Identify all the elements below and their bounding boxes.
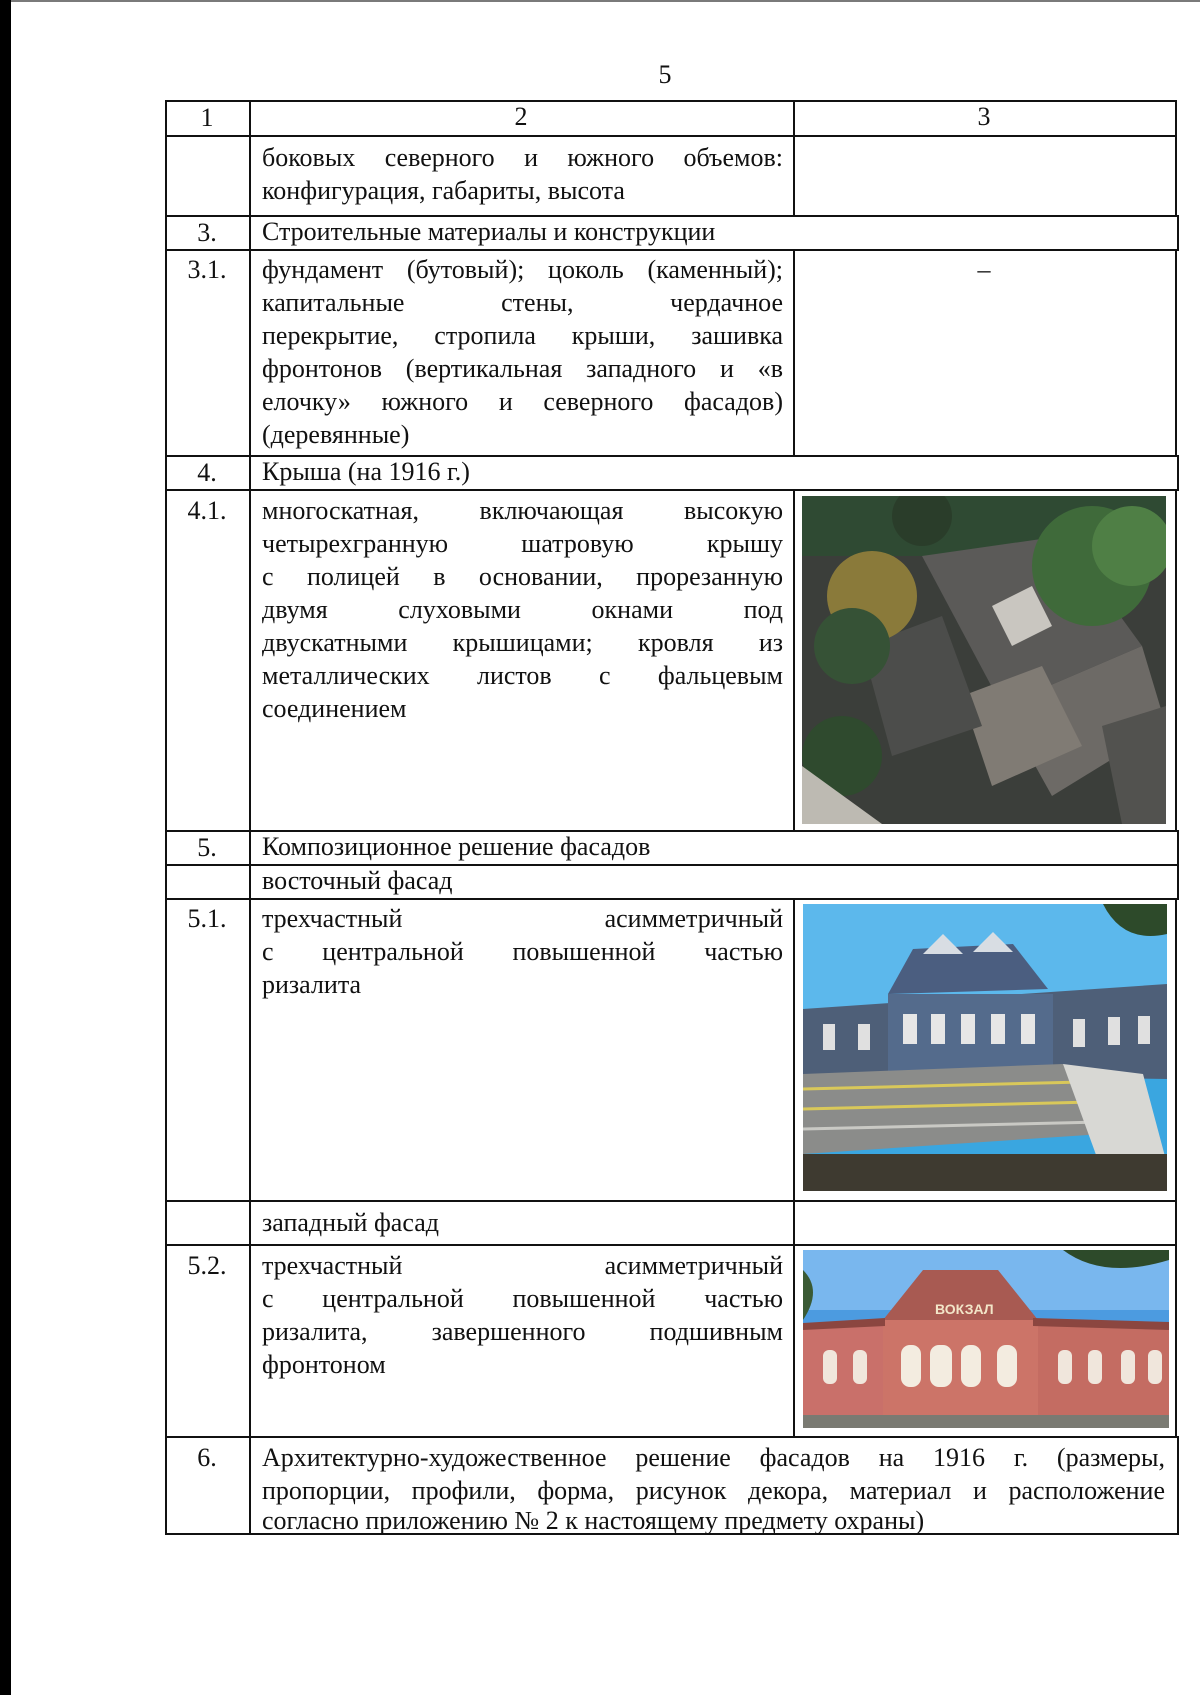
subsection-label: восточный фасад [262, 866, 453, 895]
cell-text-line: с центральной повышенной частью [262, 1284, 783, 1313]
table-rule [165, 100, 167, 1534]
empty-cell-dash: – [977, 255, 991, 284]
section-title: Крыша (на 1916 г.) [262, 457, 470, 486]
table-rule [1177, 1436, 1179, 1534]
cell-text-line: трехчастный асимметричный [262, 904, 783, 933]
table-rule [793, 898, 795, 1436]
scan-edge-top [0, 0, 1200, 2]
cell-text-line: двускатными крышицами; кровля из [262, 628, 783, 657]
cell-text-line: ризалита [262, 970, 362, 999]
cell-text-line: фронтоном [262, 1350, 386, 1379]
cell-text-line: Архитектурно-художественное решение фасадов на 1916 г. (размеры, [262, 1443, 1165, 1472]
cell-text-line: перекрытие, стропила крыши, зашивка [262, 321, 783, 350]
row-number: 4. [197, 458, 217, 487]
row-number: 5.1. [187, 904, 227, 933]
table-rule [165, 898, 1179, 900]
cell-text-line: елочку» южного и северного фасадов) [262, 387, 783, 416]
west-facade-photo [803, 1250, 1169, 1428]
cell-text-line: трехчастный асимметричный [262, 1251, 783, 1280]
page-number: 5 [658, 60, 672, 89]
table-rule [165, 1244, 1177, 1246]
cell-text-line: конфигурация, габариты, высота [262, 176, 625, 205]
cell-text-line: фундамент (бутовый); цоколь (каменный); [262, 255, 783, 284]
row-number: 5. [197, 833, 217, 862]
section-title: Строительные материалы и конструкции [262, 217, 716, 246]
section-title: Композиционное решение фасадов [262, 832, 651, 861]
station-sign: ВОКЗАЛ [935, 1301, 994, 1317]
table-rule [1177, 215, 1179, 249]
row-number: 3.1. [187, 255, 227, 284]
heritage-table [165, 100, 1177, 1534]
cell-text-line: двумя слуховыми окнами под [262, 595, 783, 624]
table-rule [1175, 489, 1177, 830]
cell-text-line: (деревянные) [262, 420, 410, 449]
table-rule [1177, 455, 1179, 489]
table-rule [1177, 830, 1179, 898]
table-rule [165, 489, 1179, 491]
table-rule [1175, 100, 1177, 215]
column-header: 2 [514, 102, 528, 131]
row-number: 4.1. [187, 496, 227, 525]
row-number: 6. [197, 1443, 217, 1472]
table-rule [249, 100, 251, 1534]
east-facade-photo [803, 904, 1167, 1191]
table-rule [165, 1436, 1177, 1438]
cell-text-line: соединением [262, 694, 407, 723]
cell-text-line: боковых северного и южного объемов: [262, 143, 783, 172]
cell-text-line: ризалита, завершенного подшивным [262, 1317, 783, 1346]
table-rule [793, 489, 795, 830]
cell-text-line: согласно приложению № 2 к настоящему предмету охраны) [262, 1506, 925, 1535]
aerial-roof-photo [802, 496, 1166, 824]
cell-text-line: четырехгранную шатровую крышу [262, 529, 783, 558]
cell-text-line: пропорции, профили, форма, рисунок декора, материал и расположение [262, 1476, 1165, 1505]
cell-text-line: фронтонов (вертикальная западного и «в [262, 354, 783, 383]
row-number: 5.2. [187, 1251, 227, 1280]
table-rule [165, 135, 1177, 137]
cell-text-line: с центральной повышенной частью [262, 937, 783, 966]
subsection-label: западный фасад [262, 1208, 439, 1237]
table-rule [1175, 249, 1177, 455]
table-rule [1175, 898, 1177, 1436]
row-number: 3. [197, 218, 217, 247]
cell-text-line: многоскатная, включающая высокую [262, 496, 783, 525]
cell-text-line: капитальные стены, чердачное [262, 288, 783, 317]
column-header: 1 [200, 103, 214, 132]
table-rule [165, 1200, 1177, 1202]
cell-text-line: металлических листов с фальцевым [262, 661, 783, 690]
cell-text-line: с полицей в основании, прорезанную [262, 562, 783, 591]
table-rule [165, 249, 1179, 251]
column-header: 3 [977, 102, 991, 131]
scan-edge-left [0, 0, 11, 1695]
